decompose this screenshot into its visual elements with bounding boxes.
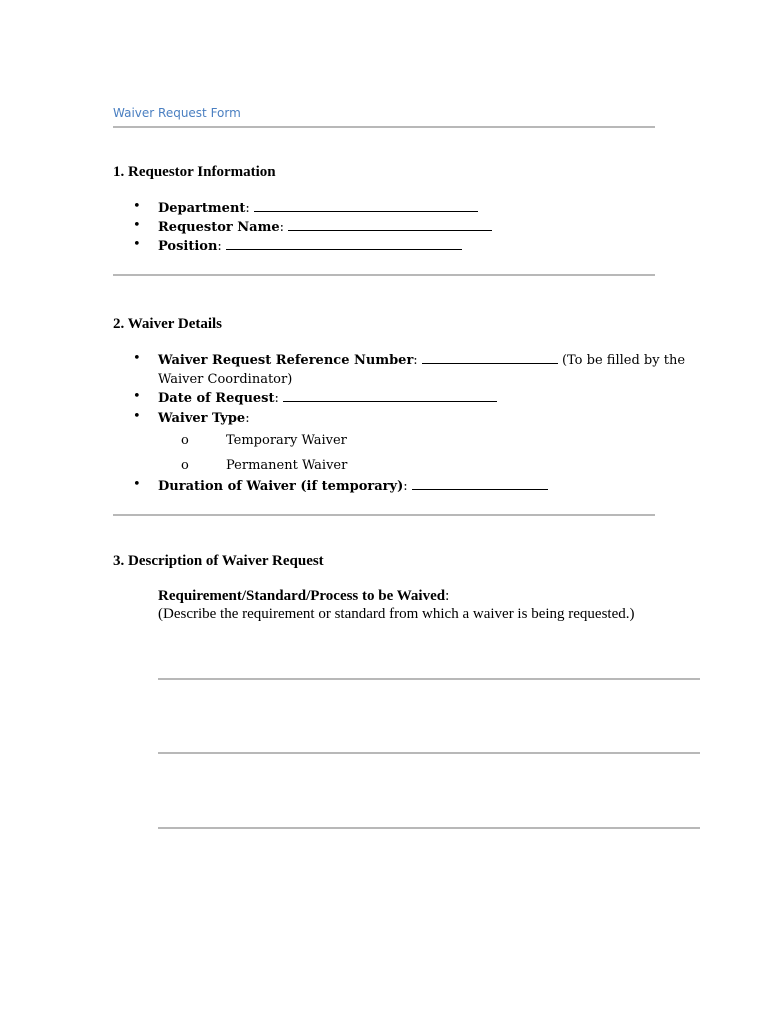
requirement-hint: (Describe the requirement or standard from which a waiver is being requested.) [158, 606, 635, 622]
date-of-request-label: Date of Request [158, 391, 275, 406]
requirement-label: Requirement/Standard/Process to be Waived: [158, 588, 450, 604]
bullet-icon: • [133, 409, 141, 424]
position-blank[interactable] [226, 238, 462, 250]
department-blank[interactable] [254, 200, 478, 212]
temporary-waiver-option[interactable]: Temporary Waiver [226, 433, 347, 448]
waiver-type-label: Waiver Type [158, 411, 246, 426]
title-divider [113, 126, 655, 128]
requestor-name-blank[interactable] [288, 219, 492, 231]
position-field[interactable]: Position: [158, 237, 462, 256]
section-divider [113, 514, 655, 516]
reference-number-label: Waiver Request Reference Number [158, 353, 414, 368]
option-circle-icon[interactable]: o [181, 433, 189, 448]
answer-line-3[interactable] [158, 827, 700, 829]
section-details-heading: 2. Waiver Details [113, 316, 223, 332]
permanent-waiver-option[interactable]: Permanent Waiver [226, 458, 348, 473]
date-of-request-field[interactable]: Date of Request: [158, 389, 497, 408]
section-divider [113, 274, 655, 276]
bullet-icon: • [133, 477, 141, 492]
duration-label: Duration of Waiver (if temporary) [158, 479, 404, 494]
department-field[interactable]: Department: [158, 199, 478, 218]
bullet-icon: • [133, 237, 141, 252]
option-circle-icon[interactable]: o [181, 458, 189, 473]
bullet-icon: • [133, 199, 141, 214]
position-label: Position [158, 239, 218, 254]
duration-blank[interactable] [412, 478, 548, 490]
reference-note: (To be filled by the [561, 353, 686, 368]
duration-field[interactable]: Duration of Waiver (if temporary): [158, 477, 548, 496]
requestor-name-field[interactable]: Requestor Name: [158, 218, 492, 237]
requestor-name-label: Requestor Name [158, 220, 280, 235]
waiver-type-field: Waiver Type: [158, 411, 250, 426]
date-of-request-blank[interactable] [283, 390, 497, 402]
answer-line-2[interactable] [158, 752, 700, 754]
reference-number-blank[interactable] [422, 352, 558, 364]
form-title: Waiver Request Form [113, 106, 241, 120]
reference-note-continued: Waiver Coordinator) [158, 372, 293, 387]
bullet-icon: • [133, 389, 141, 404]
bullet-icon: • [133, 351, 141, 366]
section-requestor-heading: 1. Requestor Information [113, 164, 276, 180]
reference-number-field[interactable]: Waiver Request Reference Number: (To be filled by the [158, 353, 686, 368]
bullet-icon: • [133, 218, 141, 233]
section-description-heading: 3. Description of Waiver Request [113, 553, 324, 569]
answer-line-1[interactable] [158, 678, 700, 680]
department-label: Department [158, 201, 246, 216]
